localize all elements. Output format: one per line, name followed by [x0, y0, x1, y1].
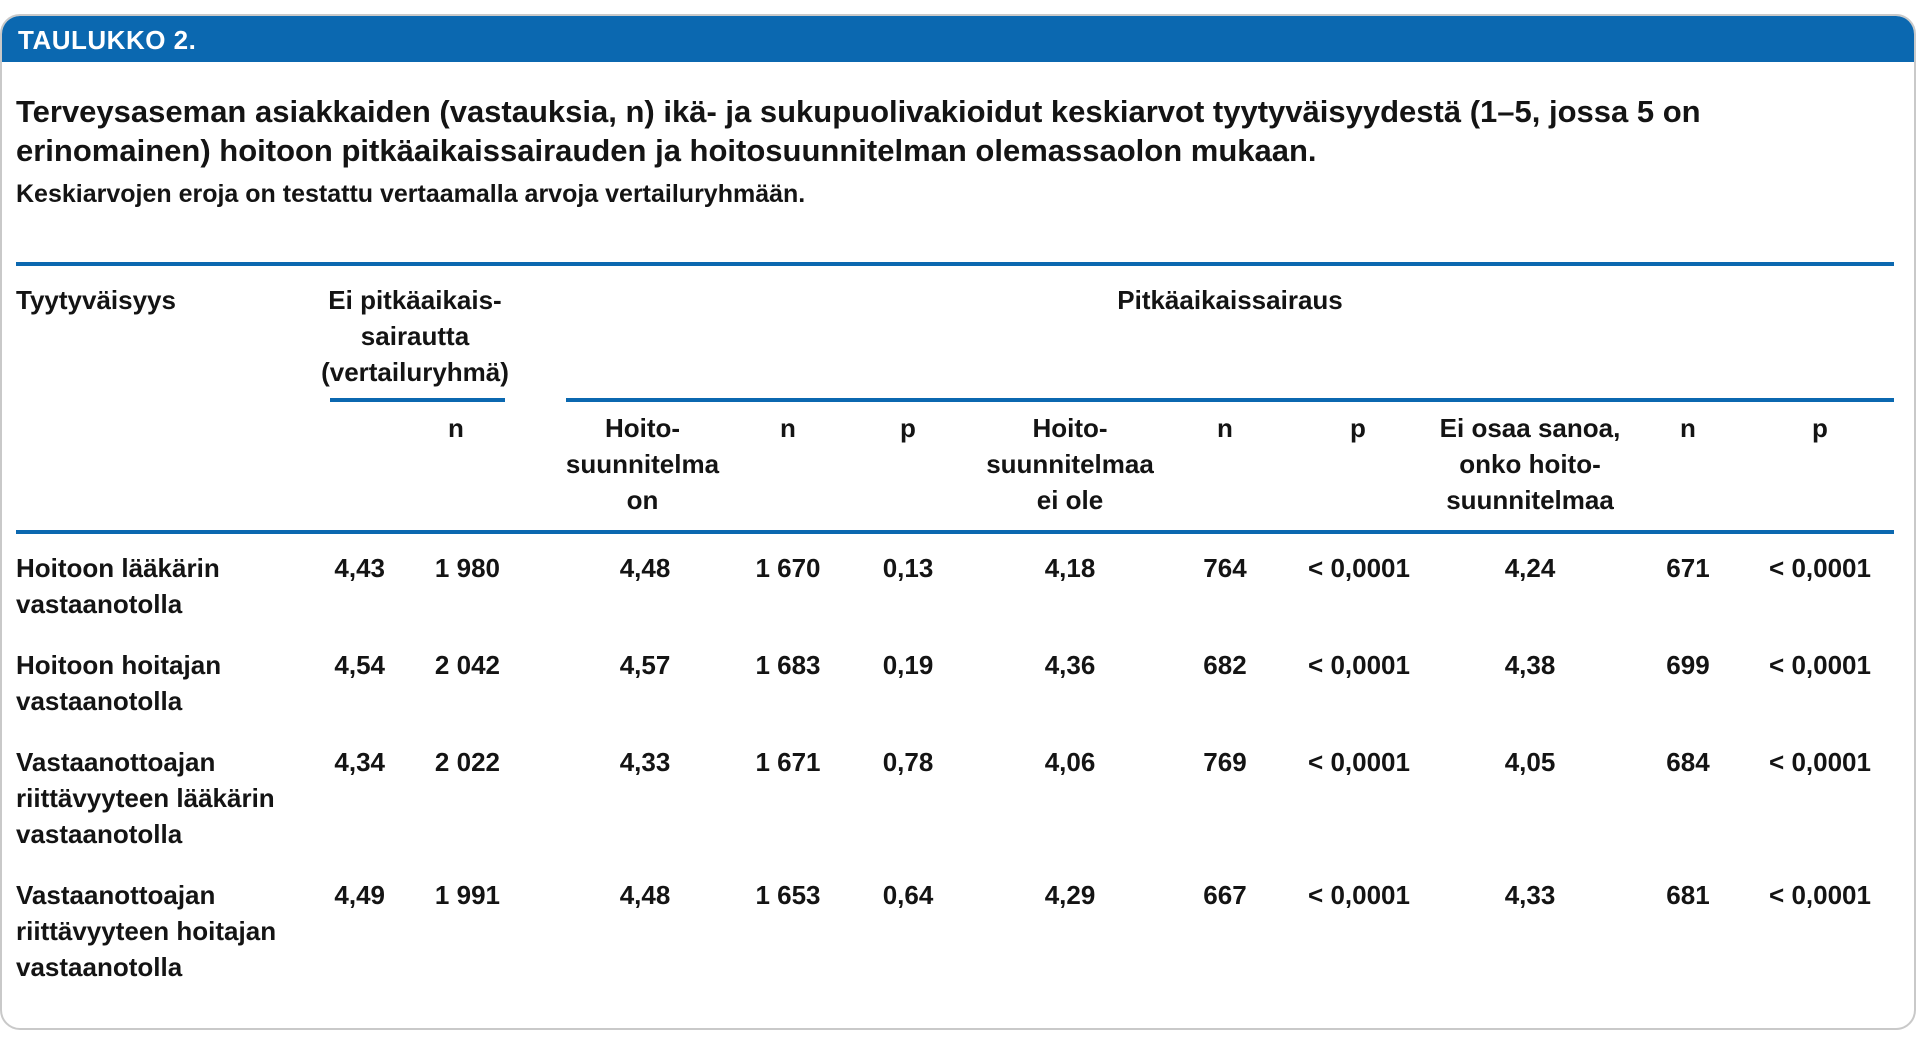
cell-hs-ei-n: 769	[1203, 747, 1247, 777]
row-label-line: vastaanotolla	[16, 819, 183, 849]
header-hs-on-line-3: on	[626, 485, 659, 515]
cell-hs-on-p: 0,13	[882, 553, 934, 583]
row-label-line: Vastaanottoajan	[16, 880, 216, 910]
table-banner	[2, 16, 1914, 62]
row-label-line: Hoitoon hoitajan	[16, 650, 222, 680]
cell-hs-eos-n: 684	[1666, 747, 1710, 777]
header-n-vertailu: n	[448, 413, 464, 443]
cell-hs-on-mean: 4,33	[619, 747, 671, 777]
row-label-line: Hoitoon lääkärin	[16, 553, 220, 583]
cell-hs-ei-p: < 0,0001	[1308, 747, 1410, 777]
header-hs-ei-line-2: suunnitelmaa	[986, 449, 1154, 479]
header-hs-on-line-1: Hoito-	[604, 413, 681, 443]
cell-hs-on-n: 1 653	[755, 880, 821, 910]
header-pitka-group: Pitkäaikaissairaus	[1117, 285, 1343, 315]
header-hs-ei-line-3: ei ole	[1036, 485, 1104, 515]
pitka-group-rule	[566, 398, 1894, 402]
row-label-line: vastaanotolla	[16, 952, 183, 982]
header-hs-on-line-2: suunnitelma	[565, 449, 720, 479]
cell-ei-mean: 4,49	[334, 880, 385, 910]
cell-ei-mean: 4,54	[334, 650, 385, 680]
cell-hs-ei-mean: 4,06	[1044, 747, 1096, 777]
cell-hs-eos-p: < 0,0001	[1769, 747, 1871, 777]
cell-ei-mean: 4,43	[334, 553, 385, 583]
row-label-line: riittävyyteen hoitajan	[16, 916, 277, 946]
cell-ei-n: 1 991	[434, 880, 500, 910]
header-hs-eos-line-1: Ei osaa sanoa,	[1439, 413, 1621, 443]
cell-hs-ei-mean: 4,18	[1044, 553, 1096, 583]
row-label-line: riittävyyteen lääkärin	[16, 783, 275, 813]
header-n-hs-ei: n	[1217, 413, 1233, 443]
cell-hs-eos-p: < 0,0001	[1769, 553, 1871, 583]
cell-hs-on-mean: 4,48	[619, 553, 671, 583]
cell-hs-on-p: 0,19	[882, 650, 934, 680]
header-ei-line-1: Ei pitkäaikais-	[328, 285, 502, 315]
header-n-hs-on: n	[780, 413, 796, 443]
cell-hs-eos-mean: 4,24	[1504, 553, 1556, 583]
cell-hs-ei-mean: 4,36	[1044, 650, 1096, 680]
header-hs-ei-line-1: Hoito-	[1032, 413, 1108, 443]
cell-hs-eos-mean: 4,38	[1504, 650, 1556, 680]
header-p-hs-ei: p	[1350, 413, 1366, 443]
cell-hs-eos-p: < 0,0001	[1769, 880, 1871, 910]
cell-hs-ei-p: < 0,0001	[1308, 650, 1410, 680]
table-subtitle: Keskiarvojen eroja on testattu vertaamalla arvoja vertailuryhmään.	[16, 180, 806, 208]
cell-hs-on-mean: 4,48	[619, 880, 671, 910]
cell-hs-ei-p: < 0,0001	[1308, 553, 1410, 583]
cell-hs-eos-n: 699	[1666, 650, 1710, 680]
cell-hs-eos-mean: 4,33	[1504, 880, 1556, 910]
top-rule	[16, 262, 1894, 266]
cell-ei-n: 1 980	[434, 553, 500, 583]
cell-hs-on-n: 1 671	[755, 747, 821, 777]
cell-hs-on-mean: 4,57	[619, 650, 671, 680]
cell-hs-ei-n: 667	[1203, 880, 1247, 910]
cell-hs-ei-n: 764	[1203, 553, 1247, 583]
header-hs-eos-line-3: suunnitelmaa	[1446, 485, 1614, 515]
cell-hs-on-p: 0,78	[882, 747, 934, 777]
banner-label: TAULUKKO 2.	[18, 25, 197, 55]
header-ei-line-2: sairautta	[360, 321, 470, 351]
cell-ei-mean: 4,34	[334, 747, 385, 777]
cell-hs-eos-n: 681	[1666, 880, 1710, 910]
cell-hs-ei-p: < 0,0001	[1308, 880, 1410, 910]
header-n-hs-eos: n	[1680, 413, 1696, 443]
cell-hs-on-p: 0,64	[882, 880, 934, 910]
header-p-hs-eos: p	[1812, 413, 1828, 443]
row-label-line: Vastaanottoajan	[16, 747, 216, 777]
cell-hs-eos-n: 671	[1666, 553, 1710, 583]
header-hs-eos-line-2: onko hoito-	[1459, 449, 1601, 479]
table-title: Terveysaseman asiakkaiden (vastauksia, n) ikä- ja sukupuolivakioidut keskiarvot tyytyväisyydestä (1–5, jossa 5 on erinomainen) hoitoon pitkäaikaissairauden ja hoitosuunnitelman olemassaolon mukaan.	[16, 94, 1701, 168]
header-bottom-rule	[16, 530, 1894, 534]
cell-hs-eos-mean: 4,05	[1504, 747, 1556, 777]
ei-group-rule	[330, 398, 505, 402]
row-label-line: vastaanotolla	[16, 589, 183, 619]
row-label-line: vastaanotolla	[16, 686, 183, 716]
cell-hs-eos-p: < 0,0001	[1769, 650, 1871, 680]
header-tyytyvaisyys: Tyytyväisyys	[16, 285, 176, 315]
cell-hs-on-n: 1 683	[755, 650, 821, 680]
cell-ei-n: 2 022	[434, 747, 500, 777]
header-ei-line-3: (vertailuryhmä)	[321, 357, 509, 387]
cell-hs-ei-n: 682	[1203, 650, 1247, 680]
header-p-hs-on: p	[900, 413, 916, 443]
cell-hs-ei-mean: 4,29	[1044, 880, 1096, 910]
cell-ei-n: 2 042	[434, 650, 500, 680]
cell-hs-on-n: 1 670	[755, 553, 821, 583]
